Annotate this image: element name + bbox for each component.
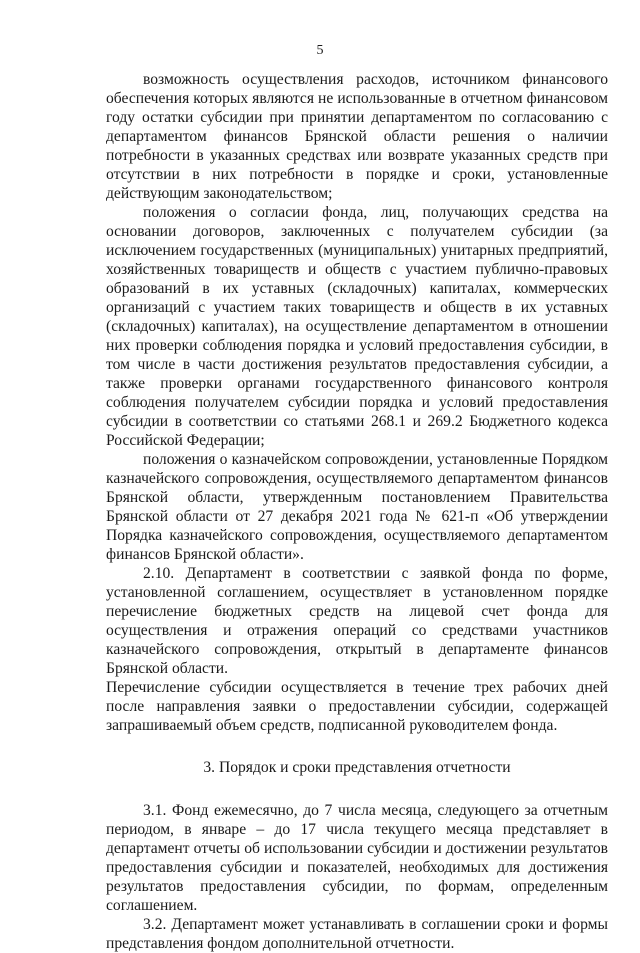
page-number: 5: [316, 43, 324, 58]
paragraph-transfer-terms: Перечисление субсидии осуществляется в течение трех рабочих дней после направления заявки о предоставлении субсидии, содержащей запрашиваемый объем средств, подписанной руководителем фонда.: [106, 679, 608, 734]
paragraph-treasury-support: положения о казначейском сопровождении, установленные Порядком казначейского сопровождения, осуществляемого департаментом финансов Брянской области, утвержденным постановлением Правительства Брянской области от 27 декабря 2021 года № 621-п «Об утверждении Порядка казначейского сопровождения, осуществляемого департаментом финансов Брянской области».: [106, 451, 608, 563]
paragraph-consent-inspection: положения о согласии фонда, лиц, получающих средства на основании договоров, заключенных с получателем субсидии (за исключением государственных (муниципальных) унитарных предприятий, хозяйственных товариществ и обществ с участием публично-правовых образований в их уставных (складочных) капиталах, коммерческих организаций с участием таких товариществ и обществ в их уставных (складочных) капиталах), на осуществление департаментом в отношении них проверки соблюдения порядка и условий предоставления субсидии, в том числе в части достижения результатов предоставления субсидии, а также проверки органами государственного финансового контроля соблюдения получателем субсидии порядка и условий предоставления субсидии в соответствии со статьями 268.1 и 269.2 Бюджетного кодекса Российской Федерации;: [106, 204, 608, 449]
paragraph-2-10: 2.10. Департамент в соответствии с заявкой фонда по форме, установленной соглашением, осуществляет в установленном порядке перечисление бюджетных средств на лицевой счет фонда для осуществления и отражения операций со средствами участников казначейского сопровождения, открытый в департаменте финансов Брянской области.: [106, 565, 608, 677]
section-heading: 3. Порядок и сроки представления отчетности: [203, 759, 511, 776]
paragraph-3-1: 3.1. Фонд ежемесячно, до 7 числа месяца, следующего за отчетным периодом, в январе – до 17 числа текущего месяца представляет в департамент отчеты об использовании субсидии и достижении результатов предоставления субсидии и показателей, необходимых для достижения результатов предоставления субсидии, по формам, определенным соглашением.: [106, 802, 608, 914]
paragraph-budget-residuals: возможность осуществления расходов, источником финансового обеспечения которых являются не использованные в отчетном финансовом году остатки субсидии при принятии департаментом по согласованию с департаментом финансов Брянской области решения о наличии потребности в указанных средствах или возврате указанных средств при отсутствии в них потребности в порядке и сроки, установленные действующим законодательством;: [106, 71, 608, 202]
paragraph-3-2: 3.2. Департамент может устанавливать в соглашении сроки и формы представления фондом дополнительной отчетности.: [106, 916, 608, 952]
document-body: [106, 70, 608, 953]
